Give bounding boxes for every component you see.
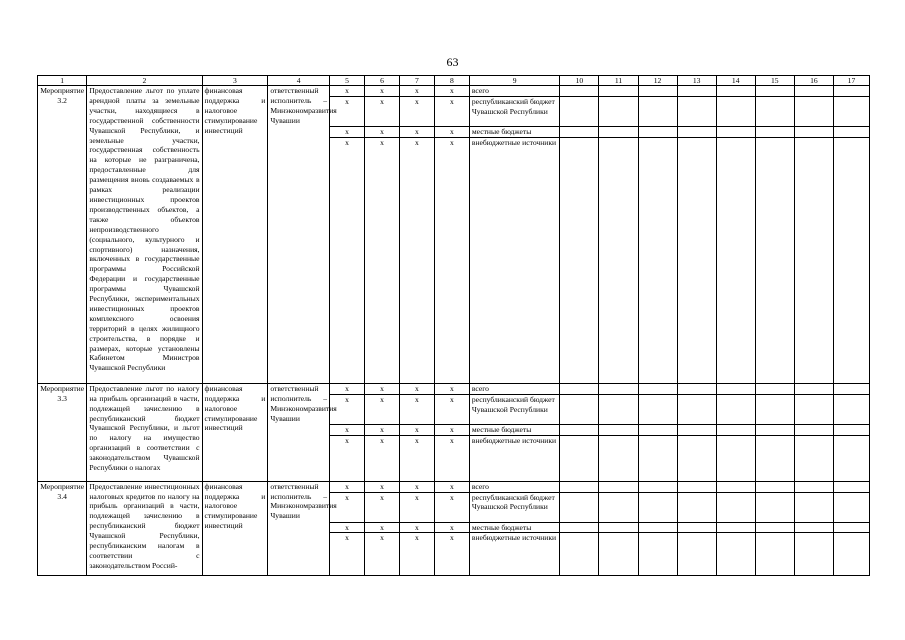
x-mark: х (399, 394, 434, 424)
empty-cell (833, 522, 869, 533)
x-mark: х (399, 424, 434, 435)
table-row (38, 383, 870, 394)
x-mark: х (434, 96, 469, 126)
measure-type: финансовая поддержка и налоговое стимулирование инвестиций (202, 383, 268, 481)
x-mark: х (399, 383, 434, 394)
empty-cell (677, 137, 716, 383)
x-mark: х (365, 96, 400, 126)
empty-cell (716, 137, 755, 383)
x-mark: х (365, 383, 400, 394)
empty-cell (716, 383, 755, 394)
x-mark: х (434, 533, 469, 576)
funding-source: местные бюджеты (469, 522, 560, 533)
measure-executor: ответственный исполнитель – Минэкономразвития Чувашии (268, 383, 330, 481)
x-mark: х (434, 424, 469, 435)
empty-cell (638, 481, 677, 492)
empty-cell (794, 137, 833, 383)
empty-cell (794, 126, 833, 137)
column-header: 10 (560, 76, 599, 86)
empty-cell (794, 435, 833, 481)
empty-cell (599, 522, 638, 533)
column-header: 1 (38, 76, 87, 86)
empty-cell (599, 137, 638, 383)
x-mark: х (365, 522, 400, 533)
empty-cell (677, 126, 716, 137)
empty-cell (560, 492, 599, 522)
empty-cell (716, 394, 755, 424)
empty-cell (599, 481, 638, 492)
empty-cell (755, 533, 794, 576)
empty-cell (638, 126, 677, 137)
x-mark: х (330, 126, 365, 137)
column-header: 14 (716, 76, 755, 86)
empty-cell (560, 86, 599, 97)
measure-id: Мероприятие 3.4 (38, 481, 87, 576)
x-mark: х (330, 394, 365, 424)
empty-cell (755, 435, 794, 481)
empty-cell (560, 137, 599, 383)
funding-source: республиканский бюджет Чувашской Республики (469, 492, 560, 522)
empty-cell (638, 383, 677, 394)
empty-cell (638, 137, 677, 383)
empty-cell (833, 424, 869, 435)
funding-source: внебюджетные источники (469, 137, 560, 383)
empty-cell (716, 435, 755, 481)
empty-cell (599, 126, 638, 137)
table-row (38, 86, 870, 97)
x-mark: х (365, 481, 400, 492)
x-mark: х (365, 394, 400, 424)
empty-cell (599, 394, 638, 424)
empty-cell (833, 96, 869, 126)
empty-cell (638, 96, 677, 126)
empty-cell (794, 96, 833, 126)
empty-cell (560, 481, 599, 492)
empty-cell (638, 522, 677, 533)
x-mark: х (330, 86, 365, 97)
empty-cell (755, 96, 794, 126)
empty-cell (560, 533, 599, 576)
column-header: 15 (755, 76, 794, 86)
funding-source: республиканский бюджет Чувашской Республики (469, 394, 560, 424)
empty-cell (560, 394, 599, 424)
x-mark: х (365, 492, 400, 522)
page-number: 63 (446, 55, 459, 69)
empty-cell (794, 481, 833, 492)
x-mark: х (365, 424, 400, 435)
column-header: 16 (794, 76, 833, 86)
empty-cell (833, 435, 869, 481)
empty-cell (794, 492, 833, 522)
empty-cell (755, 383, 794, 394)
measure-name: Предоставление инвестиционных налоговых кредитов по налогу на прибыль организаций в части, подлежащей зачислению в республиканский бюджет Чувашской Республики, республиканским налогам в соответствии с законодательством Россий- (87, 481, 202, 576)
x-mark: х (330, 424, 365, 435)
empty-cell (677, 86, 716, 97)
empty-cell (599, 96, 638, 126)
empty-cell (599, 435, 638, 481)
empty-cell (677, 492, 716, 522)
empty-cell (755, 137, 794, 383)
x-mark: х (434, 481, 469, 492)
empty-cell (833, 394, 869, 424)
funding-source: всего (469, 86, 560, 97)
x-mark: х (330, 492, 365, 522)
measure-executor: ответственный исполнитель – Минэкономразвития Чувашии (268, 481, 330, 576)
x-mark: х (330, 383, 365, 394)
empty-cell (677, 394, 716, 424)
column-header: 5 (330, 76, 365, 86)
funding-source: всего (469, 383, 560, 394)
empty-cell (599, 492, 638, 522)
empty-cell (560, 383, 599, 394)
x-mark: х (434, 522, 469, 533)
x-mark: х (399, 522, 434, 533)
empty-cell (716, 96, 755, 126)
column-header: 11 (599, 76, 638, 86)
x-mark: х (434, 86, 469, 97)
x-mark: х (330, 435, 365, 481)
empty-cell (755, 424, 794, 435)
empty-cell (599, 383, 638, 394)
x-mark: х (330, 96, 365, 126)
column-header: 17 (833, 76, 869, 86)
empty-cell (638, 492, 677, 522)
empty-cell (677, 481, 716, 492)
empty-cell (794, 383, 833, 394)
x-mark: х (330, 481, 365, 492)
empty-cell (794, 86, 833, 97)
x-mark: х (399, 137, 434, 383)
empty-cell (560, 424, 599, 435)
empty-cell (755, 481, 794, 492)
empty-cell (794, 522, 833, 533)
x-mark: х (434, 435, 469, 481)
empty-cell (755, 522, 794, 533)
empty-cell (716, 533, 755, 576)
empty-cell (833, 137, 869, 383)
column-header: 6 (365, 76, 400, 86)
x-mark: х (365, 137, 400, 383)
column-header: 7 (399, 76, 434, 86)
column-header: 9 (469, 76, 560, 86)
empty-cell (638, 533, 677, 576)
measure-executor: ответственный исполнитель – Минэкономразвития Чувашии (268, 86, 330, 384)
measures-table (37, 75, 870, 576)
empty-cell (716, 86, 755, 97)
measure-id: Мероприятие 3.2 (38, 86, 87, 384)
x-mark: х (434, 394, 469, 424)
empty-cell (794, 424, 833, 435)
x-mark: х (434, 137, 469, 383)
x-mark: х (399, 96, 434, 126)
empty-cell (833, 492, 869, 522)
empty-cell (833, 533, 869, 576)
x-mark: х (399, 435, 434, 481)
measure-name: Предоставление льгот по налогу на прибыль организаций в части, подлежащей зачислению в республиканский бюджет Чувашской Республики, и льгот по налогу на имущество организаций в соответствии с законодательством Чувашской Республики о налогах (87, 383, 202, 481)
empty-cell (716, 481, 755, 492)
column-number-row (38, 76, 870, 86)
measure-type: финансовая поддержка и налоговое стимулирование инвестиций (202, 481, 268, 576)
empty-cell (833, 126, 869, 137)
empty-cell (833, 383, 869, 394)
funding-source: внебюджетные источники (469, 435, 560, 481)
column-header: 13 (677, 76, 716, 86)
column-header: 4 (268, 76, 330, 86)
empty-cell (638, 394, 677, 424)
empty-cell (716, 126, 755, 137)
x-mark: х (399, 126, 434, 137)
empty-cell (638, 424, 677, 435)
column-header: 2 (87, 76, 202, 86)
empty-cell (677, 522, 716, 533)
empty-cell (599, 424, 638, 435)
empty-cell (716, 424, 755, 435)
x-mark: х (330, 522, 365, 533)
empty-cell (755, 492, 794, 522)
empty-cell (599, 533, 638, 576)
funding-source: местные бюджеты (469, 424, 560, 435)
x-mark: х (330, 137, 365, 383)
x-mark: х (365, 126, 400, 137)
empty-cell (755, 86, 794, 97)
x-mark: х (399, 492, 434, 522)
empty-cell (560, 126, 599, 137)
empty-cell (794, 394, 833, 424)
funding-source: местные бюджеты (469, 126, 560, 137)
empty-cell (677, 96, 716, 126)
x-mark: х (365, 86, 400, 97)
empty-cell (794, 533, 833, 576)
empty-cell (638, 435, 677, 481)
column-header: 12 (638, 76, 677, 86)
empty-cell (560, 435, 599, 481)
empty-cell (560, 96, 599, 126)
empty-cell (755, 394, 794, 424)
column-header: 8 (434, 76, 469, 86)
funding-source: внебюджетные источники (469, 533, 560, 576)
x-mark: х (365, 435, 400, 481)
empty-cell (755, 126, 794, 137)
empty-cell (833, 481, 869, 492)
empty-cell (599, 86, 638, 97)
measure-name: Предоставление льгот по уплате арендной платы за земельные участки, находящиеся в государственной собственности Чувашской Республики, и земельные участки, государственная собственность на которые не разграничена, предоставленные для размещения вновь создаваемых в рамках реализации инвестиционных проектов производственных объектов, а также объектов непроизводственного (социального, культурного и спортивного) назначения, включенных в государственные программы Российской Федерации и государственные программы Чувашской Республики, экспериментальных инвестиционных проектов комплексного освоения территорий в целях жилищного строительства, в порядке и размерах, которые установлены Кабинетом Министров Чувашской Республики (87, 86, 202, 384)
table-row (38, 481, 870, 492)
x-mark: х (434, 126, 469, 137)
x-mark: х (365, 533, 400, 576)
x-mark: х (434, 492, 469, 522)
funding-source: всего (469, 481, 560, 492)
x-mark: х (399, 533, 434, 576)
empty-cell (833, 86, 869, 97)
empty-cell (677, 533, 716, 576)
funding-source: республиканский бюджет Чувашской Республики (469, 96, 560, 126)
x-mark: х (434, 383, 469, 394)
empty-cell (677, 383, 716, 394)
x-mark: х (330, 533, 365, 576)
measure-type: финансовая поддержка и налоговое стимулирование инвестиций (202, 86, 268, 384)
empty-cell (677, 424, 716, 435)
empty-cell (716, 522, 755, 533)
measure-id: Мероприятие 3.3 (38, 383, 87, 481)
x-mark: х (399, 86, 434, 97)
column-header: 3 (202, 76, 268, 86)
empty-cell (560, 522, 599, 533)
empty-cell (677, 435, 716, 481)
empty-cell (638, 86, 677, 97)
x-mark: х (399, 481, 434, 492)
empty-cell (716, 492, 755, 522)
